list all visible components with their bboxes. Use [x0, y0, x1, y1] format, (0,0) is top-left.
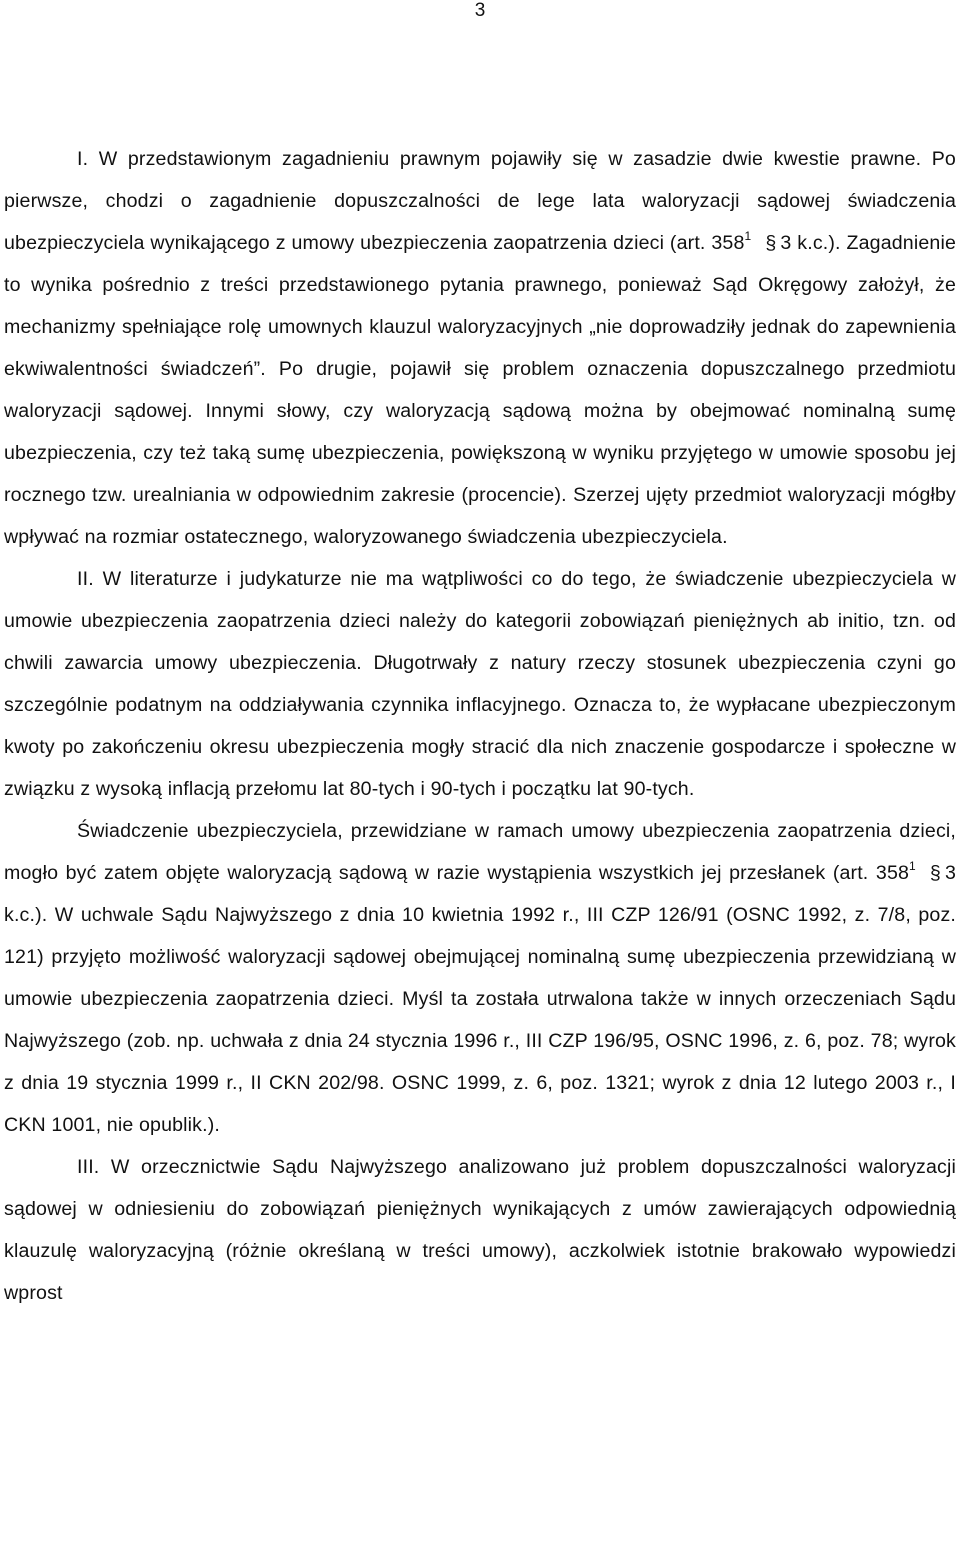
paragraph-section-1: [4, 138, 956, 558]
section-1-text-b: 3 k.c.). Zagadnienie to wynika pośrednio z treści przedstawionego pytania prawnego, ponieważ Sąd Okręgowy założył, że mechanizmy spełniające rolę umownych klauzul waloryzacyjnych „nie doprowadziły jednak do zapewnienia ekwiwalentności świadczeń”. Po drugie, pojawił się problem oznaczenia dopuszczalnego przedmiotu waloryzacji sądowej. Innymi słowy, czy waloryzacją sądową można by obejmować nominalną sumę ubezpieczenia, czy też taką sumę ubezpieczenia, powiększoną w wyniku przyjętego w umowie sposobu jej rocznego tzw. urealniania w odpowiednim zakresie (procencie). Szerzej ujęty przedmiot waloryzacji mógłby wpływać na rozmiar ostatecznego, waloryzowanego świadczenia ubezpieczyciela.: [4, 232, 957, 548]
document-body: [4, 138, 956, 1314]
page-number: 3: [474, 0, 486, 21]
section-marker-2: II.: [77, 568, 94, 590]
section-3-text-b: 3 k.c.). W uchwale Sądu Najwyższego z dnia 10 kwietnia 1992 r., III CZP 126/91 (OSNC 1992, z. 7/8, poz. 121) przyjęto możliwość waloryzacji sądowej obejmującej nominalną sumę ubezpieczenia przewidzianą w umowie ubezpieczenia zaopatrzenia dzieci. Myśl ta została utrwalona także w innych orzeczeniach Sądu Najwyższego (zob. np. uchwała z dnia 24 stycznia 1996 r., III CZP 196/95, OSNC 1996, z. 6, poz. 78; wyrok z dnia 19 stycznia 1999 r., II CKN 202/98. OSNC 1999, z. 6, poz. 1321; wyrok z dnia 12 lutego 2003 r., I CKN 1001, nie opublik.).: [4, 862, 956, 1136]
section-sign: §: [765, 232, 777, 254]
paragraph-section-2b: [4, 810, 956, 1146]
paragraph-section-3: [4, 1146, 956, 1314]
section-4-text: W orzecznictwie Sądu Najwyższego analizowano już problem dopuszczalności waloryzacji sądowej w odniesieniu do zobowiązań pieniężnych wynikających z umów zawierających odpowiednią klauzulę waloryzacyjną (różnie określaną w treści umowy), aczkolwiek istotnie brakowało wypowiedzi wprost: [4, 1156, 956, 1304]
section-3-text-a: Świadczenie ubezpieczyciela, przewidziane w ramach umowy ubezpieczenia zaopatrzenia dzieci, mogło być zatem objęte waloryzacją sądową w razie wystąpienia wszystkich jej przesłanek (art. 358: [4, 820, 956, 884]
paragraph-section-2: [4, 558, 956, 810]
section-sign-2: §: [929, 862, 941, 884]
section-marker-3: III.: [77, 1156, 100, 1178]
section-marker-1: I.: [77, 148, 89, 170]
section-2-text: W literaturze i judykaturze nie ma wątpliwości co do tego, że świadczenie ubezpieczyciela w umowie ubezpieczenia zaopatrzenia dzieci należy do kategorii zobowiązań pieniężnych ab initio, tzn. od chwili zawarcia umowy ubezpieczenia. Długotrwały z natury rzeczy stosunek ubezpieczenia czyni go szczególnie podatnym na oddziaływania czynnika inflacyjnego. Oznacza to, że wypłacane ubezpieczonym kwoty po zakończeniu okresu ubezpieczenia mogły stracić dla nich znaczenie gospodarcze i społeczne w związku z wysoką inflacją przełomu lat 80-tych i 90-tych i początku lat 90-tych.: [4, 568, 956, 800]
superscript-2: 1: [909, 859, 916, 873]
section-1-text-a: W przedstawionym zagadnieniu prawnym pojawiły się w zasadzie dwie kwestie prawne. Po pierwsze, chodzi o zagadnienie dopuszczalności de lege lata waloryzacji sądowej świadczenia ubezpieczyciela wynikającego z umowy ubezpieczenia zaopatrzenia dzieci (art. 358: [4, 148, 956, 254]
superscript-1: 1: [744, 229, 752, 243]
